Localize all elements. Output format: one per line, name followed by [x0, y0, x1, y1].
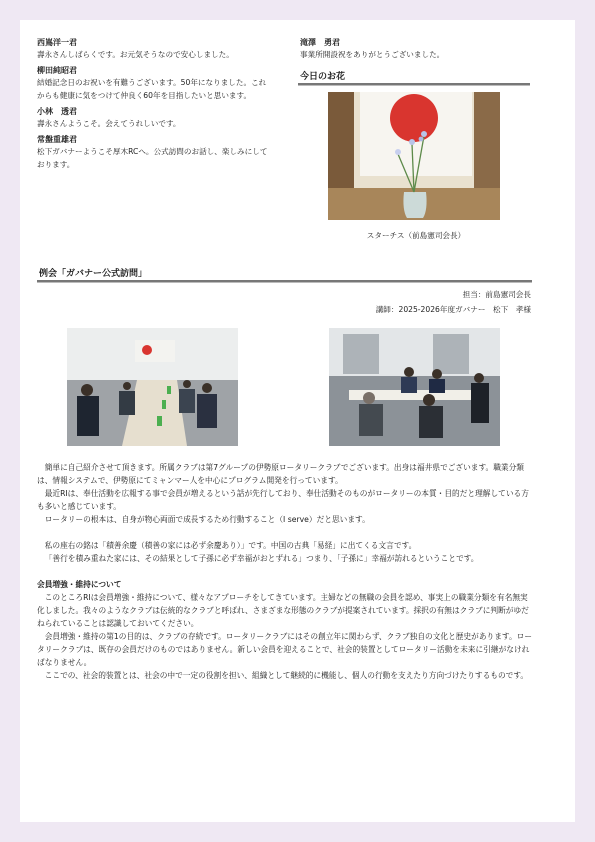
speaker-line: 講師：2025-2026年度ガバナー 松下 孝様	[375, 305, 531, 314]
meeting-heading-rule	[37, 280, 532, 283]
member-message: 事業所開設祝をありがとうございました。	[300, 50, 445, 59]
section-paragraph: このところRIは会員増強・維持について、様々なアプローチをしてきています。主婦などの無職の会員を認め、事実上の職業分類を有名無実化しました。我々のようなクラブは伝統的なクラブと呼ばれ、さまざまな形態のクラブが提案されています。採択の有無はクラブに判断がゆだねられていることは認識しておいてください。	[37, 593, 529, 628]
speech-paragraph: 簡単に自己紹介させて頂きます。所属クラブは第7グループの伊勢原ロータリークラブでございます。出身は福井県でございます。職業分類は、情報システムで、伊勢原にてミャンマー人を中心にプログラム開発を行っています。	[37, 463, 524, 485]
flower-heading-rule	[298, 83, 530, 86]
member-name: 滝澤 勇君	[300, 38, 340, 47]
greeting	[37, 65, 269, 102]
newsletter-page	[20, 20, 575, 822]
member-message: 壽永さんようこそ。会えてうれしいです。	[37, 119, 181, 128]
member-name: 西嶌洋一君	[37, 38, 77, 47]
greeting	[37, 134, 269, 171]
greeting	[37, 37, 269, 61]
flower-heading: 今日のお花	[300, 72, 346, 82]
section-title: 会員増強・維持について	[37, 580, 122, 589]
member-message: 結婚記念日のお祝いを有難うございます。50年になりました。これからも健康に気をつけて仲良く60年を目指したいと思います。	[37, 78, 267, 100]
member-name: 常盤重雄君	[37, 135, 77, 144]
greeting	[37, 106, 269, 130]
section-paragraph: 会員増強・維持の第1の目的は、クラブの存続です。ロータリークラブにはその創立年に関わらず、クラブ独自の文化と歴史があります。ロータリークラブは、既存の会員だけのものではありません。新しい会員を迎えることで、社会的装置としてロータリー活動を未来に引継がなければなりません。	[37, 632, 533, 667]
meeting-photo-right	[329, 328, 500, 446]
speech-paragraph: 「善行を積み重ねた家には、その結果として子孫に必ず幸福がおとずれる」つまり、「子孫に」幸福が訪れるということです。	[44, 554, 479, 563]
speech-paragraph: ロータリーの根本は、自身が物心両面で成長するため行動すること（I serve）だと思います。	[44, 515, 370, 524]
section-paragraph: ここでの、社会的装置とは、社会の中で一定の役割を担い、組織として継続的に機能し、個人の行動を支えたり方向づけたりするものです。	[44, 671, 529, 680]
member-message: 松下ガバナーようこそ厚木RCへ。公式訪問のお話し、楽しみにしております。	[37, 147, 268, 169]
flower-caption: スターチス（前島憲司会長）	[366, 231, 466, 240]
member-name: 小林 透君	[37, 107, 77, 116]
greetings-right	[300, 37, 535, 61]
meeting-heading: 例会「ガバナー公式訪問」	[39, 269, 148, 279]
member-name: 柳田純昭君	[37, 66, 77, 75]
greetings-left	[37, 37, 269, 171]
flower-photo	[328, 92, 500, 220]
speech-body	[37, 461, 534, 682]
person-in-charge: 担当：前島憲司会長	[462, 290, 531, 299]
member-message: 壽永さんしばらくです。お元気そうなので安心しました。	[37, 50, 234, 59]
speech-paragraph: 最近RIは、奉仕活動を広報する事で会員が増えるという話が先行しており、奉仕活動そのものがロータリーの本質・目的だと理解している方も多いと感じています。	[37, 489, 529, 511]
speech-paragraph: 私の座右の銘は「積善余慶（積善の家には必ず余慶あり）」です。中国の古典「易経」に出てくる文言です。	[44, 541, 417, 550]
meeting-photo-left	[67, 328, 238, 446]
